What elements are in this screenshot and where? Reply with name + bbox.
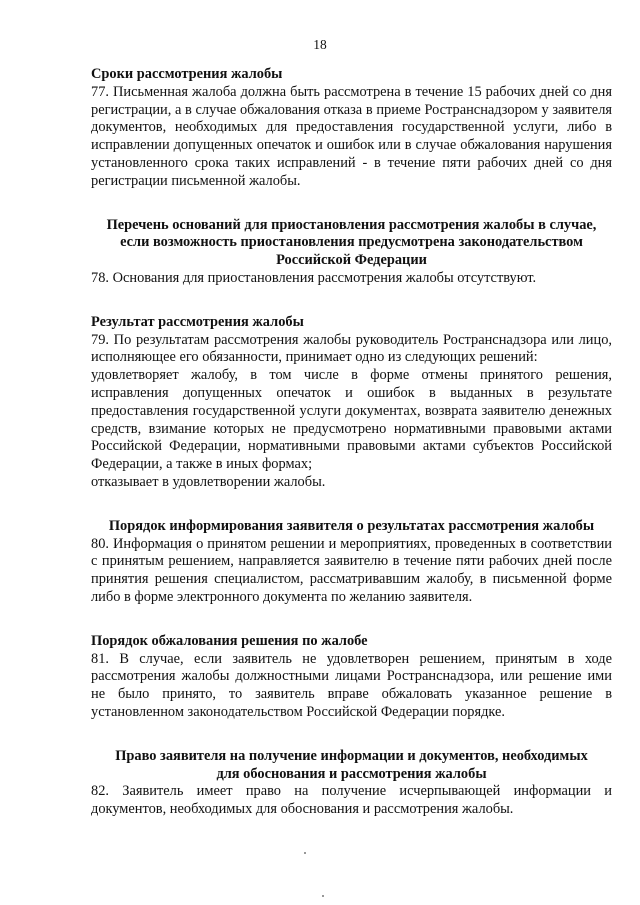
section-heading-line-2: если возможность приостановления предусмотрена законодательством <box>120 234 583 251</box>
section-heading-line-3: Российской Федерации <box>276 252 427 269</box>
section-heading-line-2: для обоснования и рассмотрения жалобы <box>216 765 487 782</box>
section-suspension-grounds <box>91 217 612 288</box>
section-heading: Сроки рассмотрения жалобы <box>91 66 283 82</box>
section-right-to-information <box>91 748 612 819</box>
paragraph-82: 82. Заявитель имеет право на получение исчерпывающей информации и документов, необходимых для обоснования и рассмотрения жалобы. <box>91 783 612 818</box>
paragraph-77: 77. Письменная жалоба должна быть рассмотрена в течение 15 рабочих дней со дня регистрации, а в случае обжалования отказа в приеме Ространснадзором у заявителя документов, необходимых для предоставления государственной услуги, либо в исправлении допущенных опечаток и ошибок или в случае обжалования нарушения установленного срока таких исправлений - в течение пяти рабочих дней со дня регистрации письменной жалобы. <box>91 83 612 189</box>
section-heading: Результат рассмотрения жалобы <box>91 313 304 330</box>
scan-speck <box>304 852 306 854</box>
scan-speck <box>322 895 324 897</box>
paragraph-79: 79. По результатам рассмотрения жалобы руководитель Ространснадзора или лицо, исполняющее его обязанности, принимает одно из следующих решений: <box>91 331 612 366</box>
paragraph-79-option-satisfy: удовлетворяет жалобу, в том числе в форме отмены принятого решения, исправления допущенных опечаток и ошибок в выданных в результате предоставления государственной услуги документах, возврата заявителю денежных средств, взимание которых не предусмотрено нормативными правовыми актами Российской Федерации, нормативными правовыми актами субъектов Российской Федерации, а также в иных формах; <box>91 367 612 473</box>
paragraph-78: 78. Основания для приостановления рассмотрения жалобы отсутствуют. <box>91 269 537 286</box>
document-body <box>91 66 612 819</box>
section-appeal-procedure <box>91 633 612 722</box>
section-heading: Порядок обжалования решения по жалобе <box>91 632 368 649</box>
section-heading-line-1: Право заявителя на получение информации и документов, необходимых <box>115 747 588 764</box>
paragraph-79-option-refuse: отказывает в удовлетворении жалобы. <box>91 473 326 490</box>
section-complaint-terms <box>91 66 612 191</box>
paragraph-80: 80. Информация о принятом решении и мероприятиях, проведенных в соответствии с принятым решением, направляется заявителю в течение пяти рабочих дней после принятия решения специалистом, рассматривавшим жалобу, в письменной форме либо в форме электронного документа по желанию заявителя. <box>91 535 612 605</box>
section-heading-line-1: Перечень оснований для приостановления рассмотрения жалобы в случае, <box>106 216 597 233</box>
section-heading: Порядок информирования заявителя о результатах рассмотрения жалобы <box>108 517 595 534</box>
paragraph-81: 81. В случае, если заявитель не удовлетворен решением, принятым в ходе рассмотрения жалобы должностными лицами Ространснадзора, или решение ими не было принято, то заявитель вправе обжаловать указанное решение в установленном законодательством Российской Федерации порядке. <box>91 650 612 720</box>
section-complaint-result <box>91 314 612 492</box>
section-informing-applicant <box>91 518 612 607</box>
page-number: 18 <box>313 37 327 52</box>
